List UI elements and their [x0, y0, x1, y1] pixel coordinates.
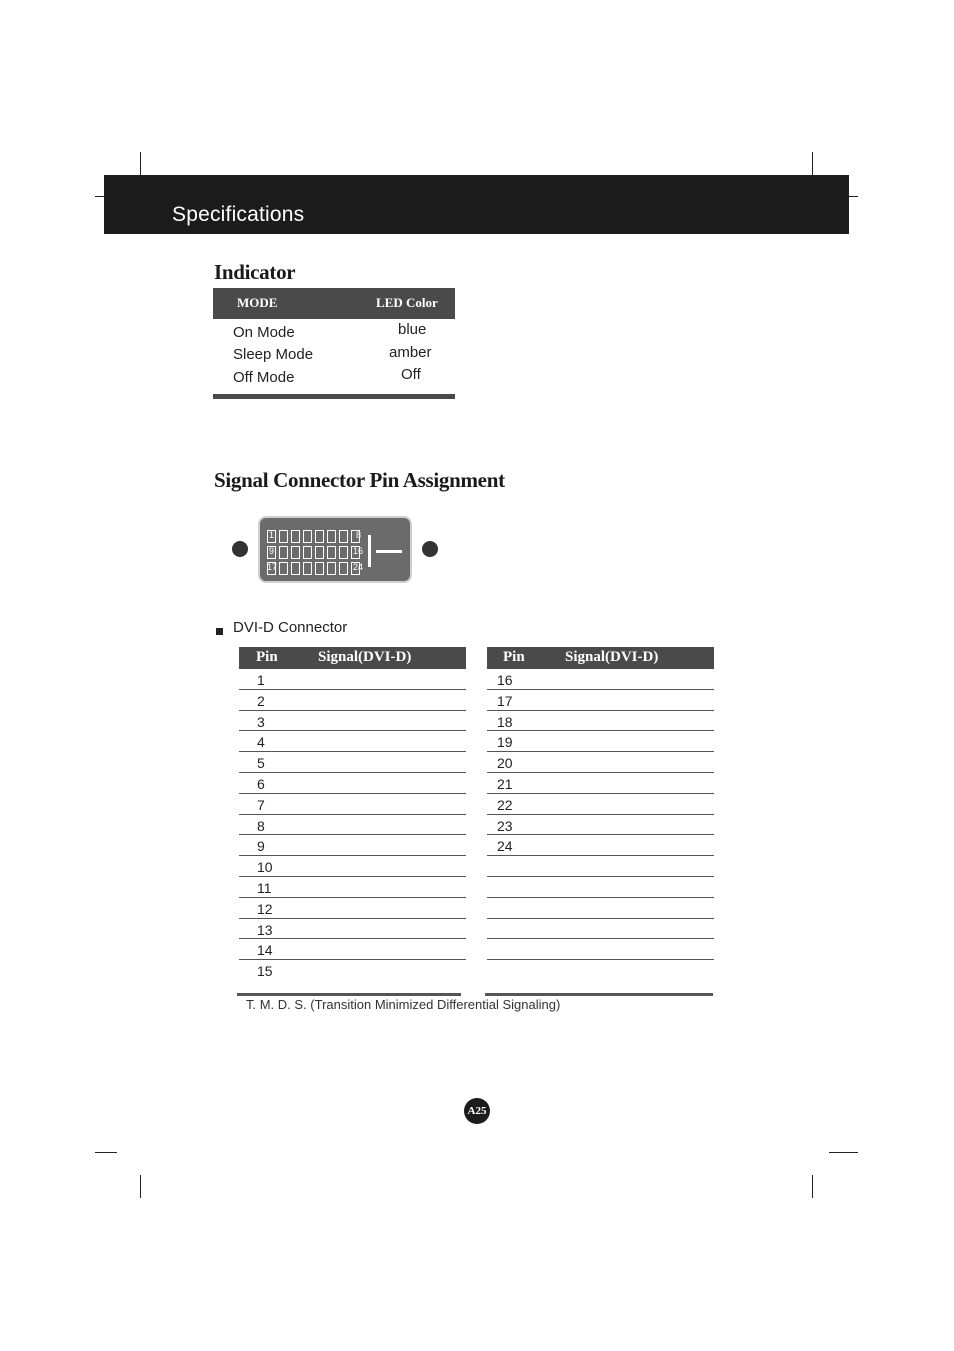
crop-mark: [849, 196, 858, 197]
table-row-divider: [487, 814, 714, 815]
connector-pin: [327, 562, 336, 575]
pin-label: 9: [269, 546, 275, 556]
table-row-divider: [487, 730, 714, 731]
pin-number-cell: 5: [257, 755, 265, 772]
table-row-divider: [487, 855, 714, 856]
connector-pin: [291, 562, 300, 575]
pin-table-right-header: [487, 647, 714, 669]
pin-number-cell: 16: [497, 672, 513, 688]
pin-number-cell: 22: [497, 796, 513, 813]
connector-pin: [279, 562, 288, 575]
pin-number-cell: 12: [257, 900, 273, 917]
table-row-divider: [239, 959, 466, 960]
connector-key-vertical: [368, 535, 371, 567]
dvi-connector-diagram: [258, 516, 412, 583]
crop-mark: [812, 152, 813, 175]
connector-pin: [327, 546, 336, 559]
pin-label: 1: [269, 530, 275, 540]
crop-mark: [95, 1152, 117, 1153]
table-row-divider: [239, 751, 466, 752]
pin-number-cell: 15: [257, 963, 273, 980]
connector-key-horizontal: [376, 550, 402, 553]
table-row-divider: [487, 918, 714, 919]
pin-number-cell: 19: [497, 734, 513, 751]
indicator-mode-cell: On Mode: [233, 324, 295, 341]
pin-number-cell: 9: [257, 838, 265, 855]
pin-number-cell: 11: [257, 880, 272, 896]
crop-mark: [140, 1175, 141, 1198]
table-row-divider: [487, 959, 714, 960]
connector-pin: [303, 562, 312, 575]
page-title: Specifications: [172, 203, 305, 226]
table-row-divider: [239, 855, 466, 856]
connector-pin: [315, 546, 324, 559]
pin-number-cell: 8: [257, 817, 265, 834]
connector-pin: [291, 530, 300, 543]
indicator-title: Indicator: [214, 260, 296, 284]
crop-mark: [140, 152, 141, 175]
page-number-badge: A25: [464, 1098, 490, 1124]
tmds-footnote: T. M. D. S. (Transition Minimized Differential Signaling): [246, 997, 561, 1012]
table-row-divider: [239, 814, 466, 815]
pin-number-cell: 4: [257, 734, 265, 751]
table-row-divider: [487, 710, 714, 711]
indicator-color-cell: amber: [389, 344, 432, 361]
pin-column-header: Pin: [503, 649, 525, 665]
pin-label: 24: [353, 562, 364, 572]
table-row-divider: [487, 897, 714, 898]
connector-pin: [339, 546, 348, 559]
connector-screw-right: [422, 541, 438, 557]
table-row-divider: [487, 751, 714, 752]
pin-number-cell: 13: [257, 921, 273, 938]
table-row-divider: [239, 793, 466, 794]
connector-pin: [303, 546, 312, 559]
table-row-divider: [487, 793, 714, 794]
signal-column-header: Signal(DVI-D): [565, 649, 659, 665]
pin-number-cell: 17: [497, 692, 513, 709]
table-row-divider: [487, 689, 714, 690]
pin-number-cell: 3: [257, 713, 265, 730]
table-row-divider: [487, 772, 714, 773]
table-row-divider: [487, 938, 714, 939]
table-row-divider: [487, 876, 714, 877]
crop-mark: [95, 196, 104, 197]
indicator-table-header: [213, 288, 455, 319]
pin-table-right-bottom-rule: [485, 993, 713, 996]
pin-label: 17: [267, 562, 278, 572]
table-row-divider: [239, 834, 466, 835]
bullet-square-icon: [216, 628, 223, 635]
led-color-column-header: LED Color: [376, 295, 438, 310]
crop-mark: [829, 1152, 858, 1153]
connector-pin: [339, 562, 348, 575]
connector-pin: [327, 530, 336, 543]
pin-number-cell: 14: [257, 942, 273, 959]
pin-column-header: Pin: [256, 649, 278, 665]
table-row-divider: [239, 918, 466, 919]
indicator-mode-cell: Sleep Mode: [233, 346, 314, 363]
pin-number-cell: 18: [497, 713, 513, 730]
connector-pin: [303, 530, 312, 543]
pin-number-cell: 24: [497, 838, 513, 855]
pin-number-cell: 21: [497, 776, 513, 792]
table-row-divider: [239, 772, 466, 773]
connector-pin: [339, 530, 348, 543]
pin-number-cell: 6: [257, 776, 265, 792]
connector-pin: [279, 546, 288, 559]
connector-pin: [279, 530, 288, 543]
connector-pin: [291, 546, 300, 559]
table-row-divider: [487, 834, 714, 835]
table-row-divider: [239, 710, 466, 711]
mode-column-header: MODE: [237, 295, 278, 310]
pin-number-cell: 1: [257, 672, 265, 688]
pin-number-cell: 2: [257, 692, 265, 709]
pin-label: 16: [353, 546, 364, 556]
pin-number-cell: 23: [497, 817, 513, 834]
pin-number-cell: 7: [257, 796, 265, 813]
connector-screw-left: [232, 541, 248, 557]
pin-table-left-bottom-rule: [237, 993, 461, 996]
signal-section-title: Signal Connector Pin Assignment: [214, 468, 505, 492]
connector-pin: [315, 562, 324, 575]
pin-number-cell: 20: [497, 755, 513, 772]
indicator-mode-cell: Off Mode: [233, 369, 295, 386]
connector-label: DVI-D Connector: [233, 619, 348, 636]
table-row-divider: [239, 897, 466, 898]
table-row-divider: [239, 689, 466, 690]
pin-number-cell: 10: [257, 859, 273, 876]
pin-label: 8: [356, 530, 362, 540]
header-banner: [104, 175, 849, 234]
signal-column-header: Signal(DVI-D): [318, 649, 412, 665]
table-row-divider: [239, 730, 466, 731]
connector-pin: [315, 530, 324, 543]
crop-mark: [812, 1175, 813, 1198]
table-row-divider: [239, 938, 466, 939]
indicator-table-bottom-rule: [213, 394, 455, 399]
indicator-color-cell: Off: [401, 366, 421, 383]
table-row-divider: [239, 876, 466, 877]
indicator-color-cell: blue: [398, 321, 427, 338]
pin-table-left-header: [239, 647, 466, 669]
